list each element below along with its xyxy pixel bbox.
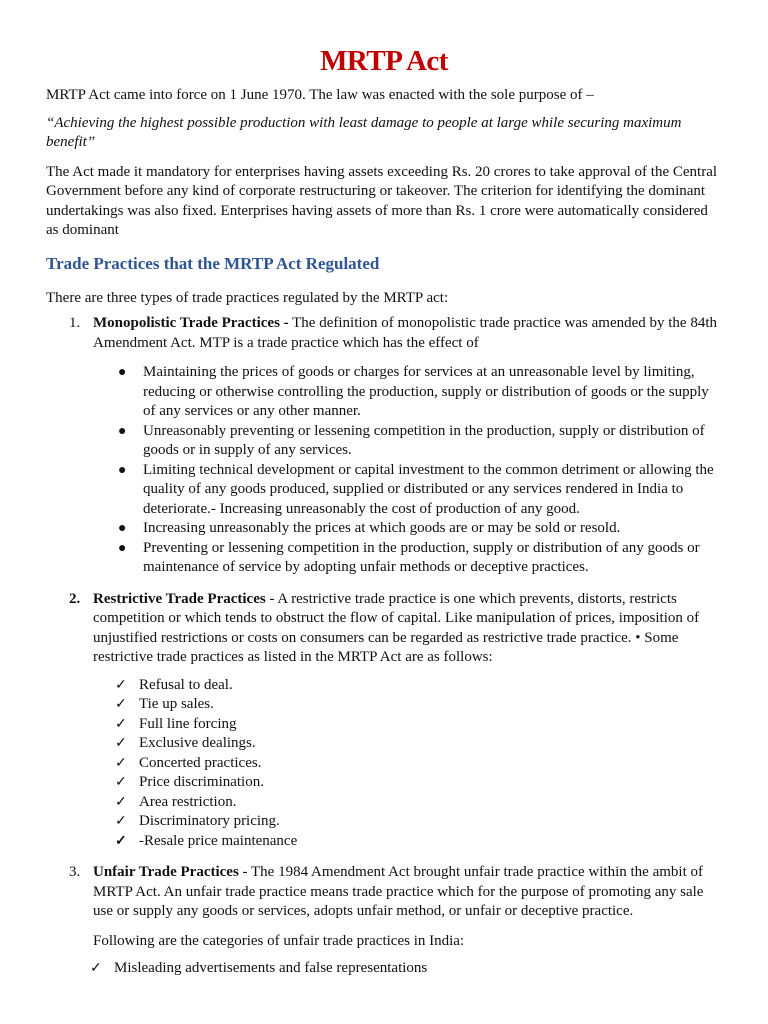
list-item (46, 590, 722, 852)
practice-term: Unfair Trade Practices (93, 864, 239, 880)
check-text: -Resale price maintenance (139, 832, 298, 849)
check-text: Discriminatory pricing. (139, 813, 280, 829)
intro-line: MRTP Act came into force on 1 June 1970. The law was enacted with the sole purpose of – (46, 87, 594, 103)
list-number: 2. (69, 590, 81, 607)
check-text: Misleading advertisements and false representations (114, 960, 428, 976)
check-list (46, 959, 722, 979)
check-text: Concerted practices. (139, 754, 262, 771)
list-item (115, 773, 722, 793)
checkmark-icon: ✓ (115, 716, 127, 732)
check-text: Price discrimination. (139, 774, 264, 790)
list-item (115, 812, 722, 832)
practice-description: The definition of monopolistic trade practice was amended by the 84th Amendment Act. MTP is a trade practice which has the effect of (93, 315, 718, 351)
list-item (118, 519, 722, 539)
list-item (118, 461, 722, 520)
list-item (115, 832, 722, 852)
check-list (93, 676, 722, 852)
bullet-text: Unreasonably preventing or lessening competition in the production, supply or distribution of goods or in supply of any services. (143, 422, 705, 458)
checkmark-icon: ✓ (115, 833, 127, 849)
bullet-text: Increasing unreasonably the prices at which goods are or may be sold or resold. (143, 520, 621, 536)
check-text: Full line forcing (139, 715, 237, 732)
list-item (115, 734, 722, 754)
checkmark-icon: ✓ (115, 697, 127, 712)
list-item (90, 959, 722, 979)
bullet-list (93, 363, 722, 578)
bullet-icon: ● (118, 540, 127, 556)
checkmark-icon: ✓ (115, 814, 127, 829)
checkmark-icon: ✓ (115, 794, 127, 810)
practice-term: Monopolistic Trade Practices - (93, 315, 289, 331)
categories-lead: Following are the categories of unfair trade practices in India: (93, 932, 465, 949)
practices-list (46, 314, 722, 951)
list-number: 3. (69, 864, 81, 880)
checkmark-icon: ✓ (115, 677, 127, 693)
check-text: Exclusive dealings. (139, 735, 256, 751)
list-item (115, 754, 722, 774)
checkmark-icon: ✓ (115, 736, 127, 751)
intro-paragraph: The Act made it mandatory for enterprises having assets exceeding Rs. 20 crores to take approval of the Central Government before any kind of corporate restructuring or takeover. The criterion for identifying the dominant undertakings was also fixed. Enterprises having assets of more than Rs. 1 crore were automatically considered as dominant (46, 163, 718, 238)
section-heading: Trade Practices that the MRTP Act Regulated (46, 253, 380, 273)
list-item (118, 539, 722, 578)
bullet-icon: ● (118, 521, 127, 536)
checkmark-icon: ✓ (115, 775, 127, 790)
list-item (46, 314, 722, 578)
list-item (118, 363, 722, 422)
purpose-quote: “Achieving the highest possible production with least damage to people at large while securing maximum benefit” (46, 114, 682, 150)
practice-description: - The 1984 Amendment Act brought unfair trade practice within the ambit of MRTP Act. An unfair trade practice means trade practice which for the purpose of promoting any sale use or supply any goods or services, adopts unfair method, or unfair or deceptive practice. (93, 864, 704, 919)
check-text: Tie up sales. (139, 696, 214, 712)
page-title: MRTP Act (320, 45, 448, 77)
list-item (115, 695, 722, 715)
section-lead: There are three types of trade practices regulated by the MRTP act: (46, 289, 449, 306)
checkmark-icon: ✓ (90, 961, 102, 976)
bullet-icon: ● (118, 462, 127, 478)
bullet-text: Preventing or lessening competition in the production, supply or distribution of any goods or maintenance of service by adopting unfair methods or deceptive practices. (143, 539, 700, 575)
list-item (115, 793, 722, 813)
list-item (115, 676, 722, 696)
list-number: 1. (69, 315, 81, 331)
bullet-text: Maintaining the prices of goods or charges for services at an unreasonable level by limiting, reducing or otherwise controlling the production, supply or distribution of goods or the supply of any services or any other manner. (143, 364, 709, 419)
list-item (115, 715, 722, 735)
checkmark-icon: ✓ (115, 755, 127, 771)
check-text: Refusal to deal. (139, 676, 233, 693)
list-item (118, 422, 722, 461)
check-text: Area restriction. (139, 793, 237, 810)
list-item (46, 863, 722, 951)
bullet-icon: ● (118, 423, 127, 439)
practice-description: - A restrictive trade practice is one which prevents, distorts, restricts competition or which tends to obstruct the flow of capital. Like manipulation of prices, imposition of unjustified restrictions or costs on consumers can be regarded as restrictive trade practice. • Some restrictive trade practices as listed in the MRTP Act are as follows: (93, 590, 700, 665)
bullet-icon: ● (118, 365, 127, 380)
practice-term: Restrictive Trade Practices (93, 590, 266, 607)
bullet-text: Limiting technical development or capital investment to the common detriment or allowing the quality of any goods produced, supplied or distributed or any services rendered in India to deteriorate.- Increasing unreasonably the cost of production of any good. (143, 461, 714, 517)
